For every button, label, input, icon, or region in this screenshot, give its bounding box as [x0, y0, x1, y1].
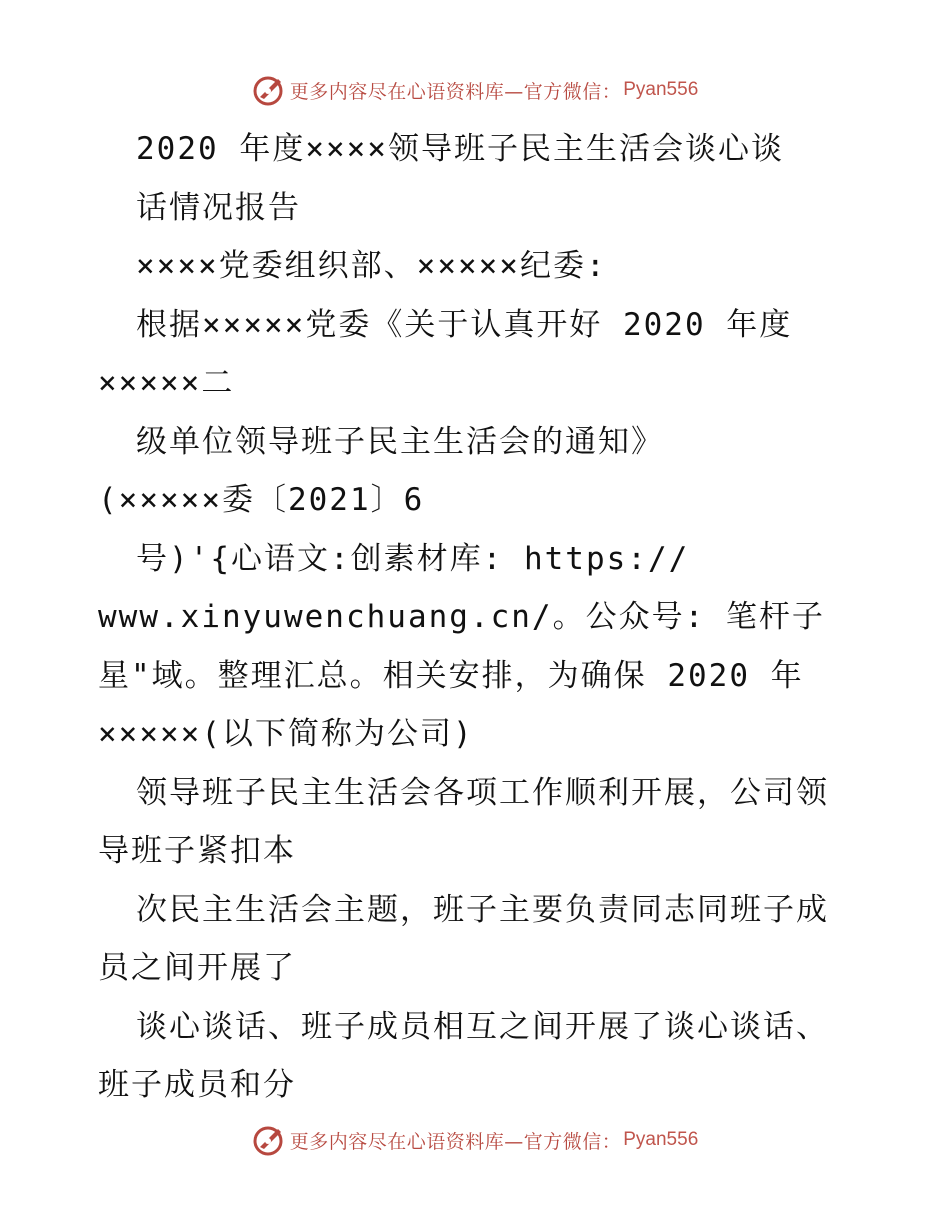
document-line: 导班子紧扣本	[98, 833, 296, 869]
footer-banner	[0, 1120, 950, 1160]
document-line: www.xinyuwenchuang.cn/。公众号: 笔杆子	[98, 599, 825, 635]
banner-handle: Pyan556	[623, 79, 699, 100]
document-line: ×××××二	[98, 365, 235, 401]
document-line: 次民主生活会主题，班子主要负责同志同班子成	[136, 891, 829, 928]
quill-logo-icon	[252, 1123, 286, 1157]
document-line: 2020 年度××××领导班子民主生活会谈心谈	[136, 131, 784, 167]
quill-logo-icon	[252, 73, 286, 107]
document-body	[98, 120, 868, 1115]
document-line: (×××××委〔2021〕6	[98, 482, 425, 518]
document-line: 号)'{心语文:创素材库: https://	[136, 540, 690, 577]
header-banner	[0, 70, 950, 110]
document-line: 谈心谈话、班子成员相互之间开展了谈心谈话、	[136, 1008, 829, 1045]
document-line: 班子成员和分	[98, 1067, 296, 1103]
banner-text: 更多内容尽在心语资料库—官方微信：	[289, 80, 622, 103]
banner-handle: Pyan556	[623, 1129, 699, 1150]
document-line: 领导班子民主生活会各项工作顺利开展，公司领	[136, 774, 829, 811]
document-line: ××××党委组织部、×××××纪委:	[136, 248, 607, 284]
document-line: 员之间开展了	[98, 950, 296, 986]
document-line: 话情况报告	[136, 189, 301, 226]
document-line: 星"域。整理汇总。相关安排，为确保 2020 年	[98, 657, 804, 694]
document-line: ×××××(以下简称为公司)	[98, 716, 474, 752]
document-line: 级单位领导班子民主生活会的通知》	[136, 423, 664, 460]
document-line: 根据×××××党委《关于认真开好 2020 年度	[136, 306, 793, 343]
banner-text: 更多内容尽在心语资料库—官方微信：	[289, 1130, 622, 1153]
